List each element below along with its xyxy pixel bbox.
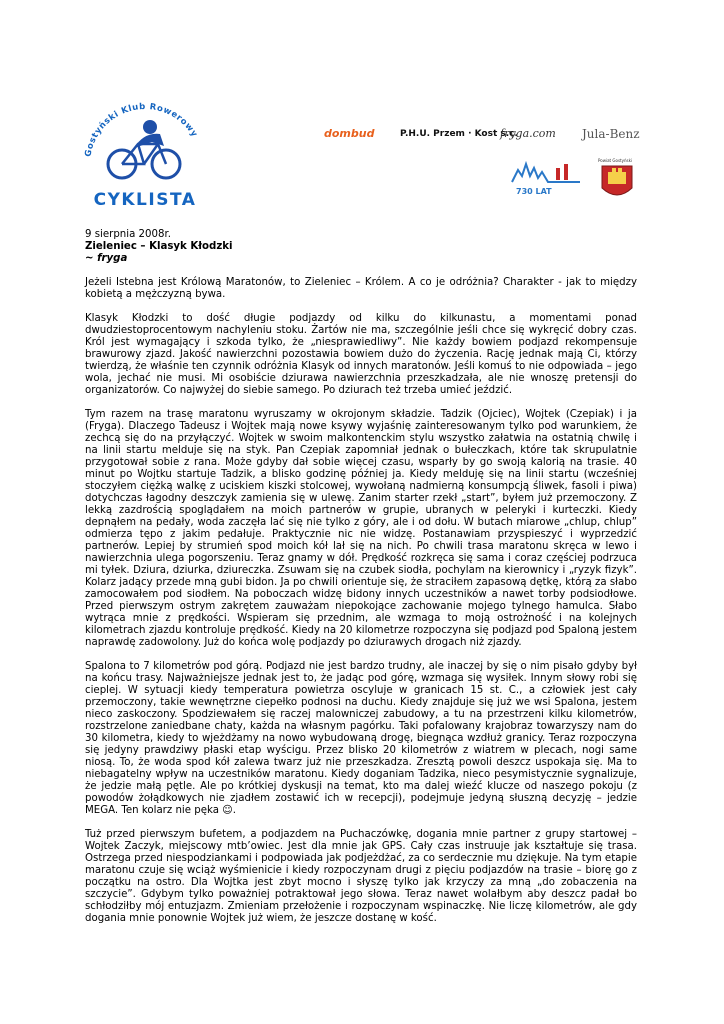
article-date: 9 sierpnia 2008r. (85, 229, 171, 240)
fryga-logo: fryga.com (500, 127, 556, 140)
paragraph: Jeżeli Istebna jest Królową Maratonów, to Zieleniec – Królem. A co je odróżnia? Charakter - jak to między kobietą a mężczyzną bywa. (85, 277, 637, 300)
article-title: Zieleniec – Klasyk Kłodzki (85, 241, 233, 252)
club-logo (78, 102, 212, 214)
jula-benz-logo: Jula-Benz (582, 127, 640, 141)
paragraph: Tym razem na trasę maratonu wyruszamy w okrojonym składzie. Tadzik (Ojciec), Wojtek (Czepiak) i ja (Fryga). Dlaczego Tadeusz i Wojtek mają nowe ksywy wyjaśnię zainteresowanym tylko pod warunkiem, że zechcą się do na przyłączyć. Wojtek w swoim malkontenckim stylu wszystko załatwia na ostatnią chwilę i na linii startu melduje się na styk. Pan Czepiak zapomniał jednak o bułeczkach, które tak skrupulatnie przygotował sobie z rana. Może gdyby dał sobie więcej czasu, wsparły by go swoją kalorią na trasie. 40 minut po Wojtku startuje Tadzik, a blisko godzinę później ja. Kiedy melduję się na linii startu (wcześniej stoczyłem ciężką walkę z uciskiem kiszki stolcowej, wywołaną nadmierną konsumpcją śliwek, fasoli i piwa) dotychczas łagodny deszczyk zamienia się w ulewę. Zanim starter rzekł „start”, byłem już przemoczony. Z lekką zazdrością spoglądałem na moich partnerów w grupie, ubranych w peleryki i kurteczki. Kiedy depnąłem na pedały, woda zaczęła lać się nie tylko z góry, ale i od dołu. W butach miarowe „chlup, chlup” odmierza tępo z jakim pedałuje. Praktycznie nic nie widzę. Postanawiam przyspieszyć i wyprzedzić partnerów. Lepiej by strumień spod moich kół lał się na nich. Po chwili trasa maratonu skręca w lewo i nawierzchnia ulega pogorszeniu. Teraz gnamy w dół. Prędkość rozkręca się sama i coraz częściej podrzuca mi tyłek. Dziura, dziurka, dziureczka. Zsuwam się na czubek siodła, pochylam na kierownicy i „ryzyk fizyk”. Kolarz jadący przede mną gubi bidon. Ja po chwili orientuje się, że straciłem zapasową dętkę, którą za słabo zamocowałem pod siodłem. Na poboczach widzę bidony innych uczestników a nawet torby podsiodłowe. Przed pierwszym ostrym zakrętem zauważam niepokojące zachowanie mojego tylnego hamulca. Słabo wytrąca mnie z prędkości. Wspieram się przednim, ale wzmaga to moją ostrożność i na kolejnych kilometrach zjazdu kontroluje prędkość. Kiedy na 20 kilometrze rozpoczyna się podjazd pod Spaloną jestem naprawdę zadowolony. Już do końca wolę podjazdy po dziurawych drogach niż zjazdy. (85, 409, 637, 648)
article (85, 229, 637, 925)
article-author: ~ fryga (85, 253, 128, 264)
dombud-logo: dombud (324, 127, 375, 140)
paragraph: Spalona to 7 kilometrów pod górą. Podjazd nie jest bardzo trudny, ale inaczej by się o nim pisało gdyby był na końcu trasy. Najważniejsze jednak jest to, że jadąc pod górę, wzmaga się wysiłek. Innym słowy robi się cieplej. W sytuacji kiedy temperatura powietrza oscyluje w granicach 15 st. C., a człowiek jest cały przemoczony, takie wewnętrzne ciepełko podnosi na duchu. Kiedy znajduje się już we wsi Spalona, jestem nieco zaskoczony. Spodziewałem się raczej malowniczej zabudowy, a tu na przestrzeni kilku kilometrów, rozstrzelone zaniedbane chaty, każda na własnym pagórku. Taki pofalowany krajobraz towarzyszy nam do 30 kilometra, kiedy to wjeżdżamy na nowo wybudowaną drogę, biegnąca wzdłuż granicy. Teraz rozpoczyna się jedyny prawdziwy płaski etap wyścigu. Przez blisko 20 kilometrów z wiatrem w plecach, nogi same niosą. To, że woda spod kół zalewa twarz już nie przeszkadza. Zresztą powoli deszcz uspokaja się. Ma to niebagatelny wpływ na uczestników maratonu. Kiedy doganiam Tadzika, nieco pesymistycznie sygnalizuje, że jedzie małą pętle. Ale po krótkiej dyskusji na temat, kto ma dalej wieźć klucze od naszego pokoju (z powodów żołądkowych nie zjadłem zostawić ich w recepcji), podejmuje jedyną słuszną decyzję – jedzie MEGA. Ten kolarz nie pęka ☺. (85, 661, 637, 816)
sponsor-logos (320, 122, 640, 146)
gostyn-logos (508, 156, 643, 206)
przem-kost-logo: P.H.U. Przem · Kost s.c. (400, 129, 518, 139)
powiat-label: Powiat Gostyński (598, 158, 633, 163)
paragraph: Klasyk Kłodzki to dość długie podjazdy od kilku do kilkunastu, a momentami ponad dwudziestoprocentowym nachyleniu stoku. Żartów nie ma, szczególnie jeśli chce się wykręcić dobry czas. Król jest wymagający i szkoda tylko, że „niesprawiedliwy”. Nie każdy bowiem podjazd rekompensuje brawurowy zjazd. Jakość nawierzchni pozostawia bowiem dużo do życzenia. Rację jednak mają Ci, którzy twierdzą, że właśnie ten czynnik odróżnia Klasyk od innych maratonów. Jeśli komuś to nie odpowiada – jego wola, jechać nie musi. Mi osobiście dziurawa nawierzchnia przeszkadzała, ale nie wnoszę pretensji do organizatorów. Co najwyżej do siebie samego. Po dziurach też trzeba umieć jeździć. (85, 313, 637, 396)
club-logo-name: CYKLISTA (93, 190, 197, 210)
anniversary-label: 730 LAT (516, 187, 552, 196)
paragraph: Tuż przed pierwszym bufetem, a podjazdem na Puchaczówkę, dogania mnie partner z grupy startowej – Wojtek Zaczyk, miejscowy mtb’owiec. Jest dla mnie jak GPS. Cały czas instruuje jak kształtuje się trasa. Ostrzega przed niespodziankami i podpowiada jak podjeżdżać, za co serdecznie mu dziękuje. Na tym etapie maratonu czuje się wciąż wyśmienicie i kiedy rozpoczynam drugi z pięciu podjazdów na trasie – biorę go z początku na ostro. Dla Wojtka jest zbyt mocno i słyszę tylko jak krzyczy za mną „do zobaczenia na szczycie”. Gdybym tylko poważniej potraktował jego słowa. Teraz nawet wolałbym aby deszcz padał bo schłodziłby mój entuzjazm. Zmieniam przełożenie i rozpoczynam wspinaczkę. Nie liczę kilometrów, ale gdy dogania mnie ponownie Wojtek już wiem, że jeszcze dostanę w kość. (85, 829, 637, 924)
club-logo-arc-text: Gostyński Klub Rowerowy (83, 102, 200, 158)
